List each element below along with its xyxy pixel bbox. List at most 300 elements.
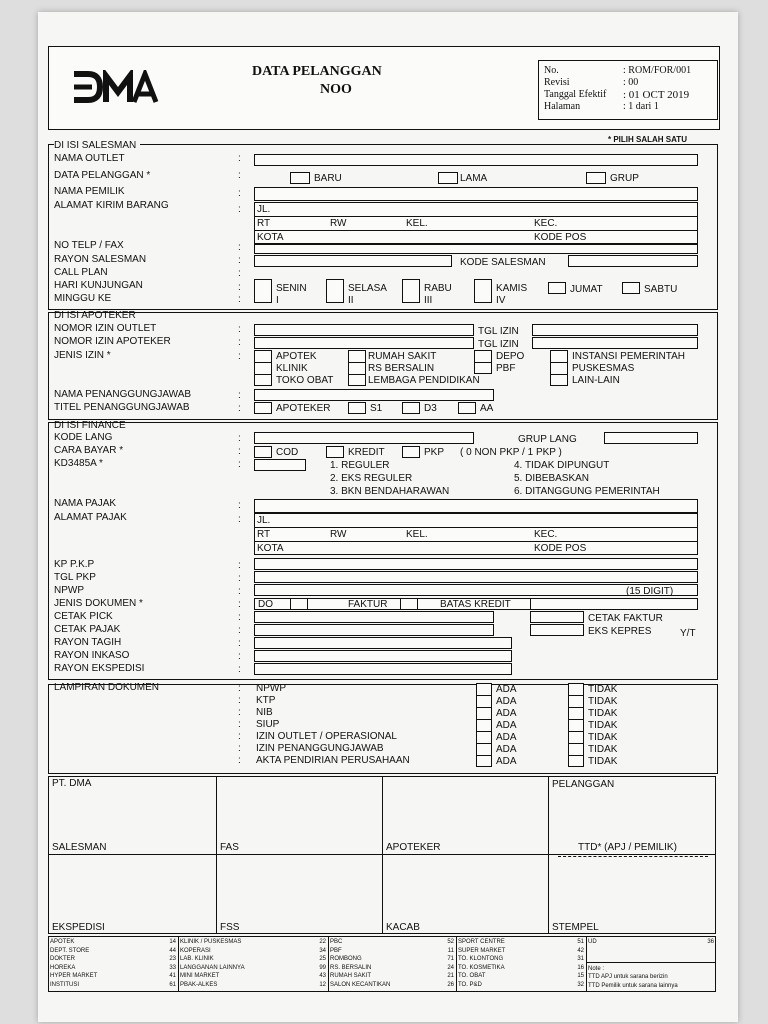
code-value: 51 <box>577 939 584 945</box>
code-label: TO. KLONTONG <box>458 956 504 962</box>
code-value: 33 <box>169 964 176 971</box>
checkbox-s1[interactable] <box>348 402 366 414</box>
code-row <box>458 938 584 947</box>
checkbox-faktur[interactable] <box>400 598 418 610</box>
izin-apotek: APOTEK <box>276 351 317 362</box>
code-row <box>180 981 326 990</box>
pajak-jl: JL. <box>257 515 271 526</box>
divider <box>568 731 584 732</box>
divider <box>548 776 549 934</box>
code-col-1 <box>50 938 176 989</box>
sign-fas: FAS <box>220 842 239 853</box>
code-row <box>50 964 176 973</box>
doc-izin-outlet: IZIN OUTLET / OPERASIONAL <box>256 731 397 742</box>
dok-faktur: FAKTUR <box>348 599 388 610</box>
alamat-kirim-block[interactable] <box>254 202 698 244</box>
code-value: 71 <box>447 956 454 962</box>
checkbox-rs-col[interactable] <box>348 350 366 386</box>
ada-label: ADA <box>496 756 517 767</box>
rayon-ekspedisi-field[interactable] <box>254 663 512 675</box>
label-rayon-ekspedisi: RAYON EKSPEDISI <box>54 663 145 674</box>
code-label: UD <box>588 939 597 945</box>
dok-batas-kredit: BATAS KREDIT <box>440 599 511 610</box>
divider <box>476 695 492 696</box>
dma-logo <box>70 70 160 104</box>
code-value: 14 <box>169 939 176 945</box>
code-label: SALON KECANTIKAN <box>330 981 391 988</box>
code-label: PBC <box>330 939 343 945</box>
code-note-2: TTD Pemilik untuk sarana lainnya <box>588 982 678 989</box>
colon: : <box>238 638 241 649</box>
code-value: 26 <box>447 981 454 988</box>
label-lama: LAMA <box>460 173 488 184</box>
bayar-cod: COD <box>276 447 299 458</box>
colon: : <box>238 324 241 335</box>
divider <box>568 695 584 696</box>
izin-klinik: KLINIK <box>276 363 308 374</box>
code-row <box>458 964 584 973</box>
addr-kel: KEL. <box>406 218 428 229</box>
label-cetak-pick: CETAK PICK <box>54 611 113 622</box>
label-kp-pkp: KP P.K.P <box>54 559 95 570</box>
label-kode-lang: KODE LANG <box>54 432 113 443</box>
doc-label-tanggal: Tanggal Efektif <box>544 89 607 100</box>
code-value: 23 <box>169 956 176 962</box>
checkbox-sabtu[interactable] <box>622 282 640 294</box>
divider <box>216 776 217 934</box>
npwp-hint: (15 DIGIT) <box>626 586 674 597</box>
titel-s1: S1 <box>370 403 383 414</box>
dok-do: DO <box>258 599 273 610</box>
nomor-izin-outlet-field[interactable] <box>254 324 474 336</box>
code-col-5 <box>588 938 714 990</box>
code-row <box>180 955 326 964</box>
grup-lang-field[interactable] <box>604 432 698 444</box>
cetak-pajak-field[interactable] <box>254 624 494 636</box>
code-label: PBF <box>330 947 342 954</box>
doc-info-box <box>538 60 718 120</box>
label-rayon-salesman: RAYON SALESMAN <box>54 254 147 265</box>
nomor-izin-apoteker-field[interactable] <box>254 337 474 349</box>
checkbox-pkp[interactable] <box>402 446 420 458</box>
izin-toko-obat: TOKO OBAT <box>276 375 334 386</box>
label-nomor-izin-outlet: NOMOR IZIN OUTLET <box>54 323 157 334</box>
divider <box>568 755 584 756</box>
label-data-pelanggan: DATA PELANGGAN * <box>54 170 151 181</box>
sign-apoteker: APOTEKER <box>386 842 441 853</box>
sign-pelanggan: PELANGGAN <box>552 779 615 790</box>
ada-label: ADA <box>496 684 517 695</box>
ada-label: ADA <box>496 744 517 755</box>
label-sabtu: SABTU <box>644 284 678 295</box>
divider <box>476 719 492 720</box>
colon: : <box>238 719 241 730</box>
addr-kode-pos: KODE POS <box>534 232 587 243</box>
code-label: APOTEK <box>50 939 75 945</box>
ada-label: ADA <box>496 696 517 707</box>
code-label: INSTITUSI <box>50 981 80 988</box>
label-rayon-tagih: RAYON TAGIH <box>54 637 122 648</box>
izin-instansi: INSTANSI PEMERINTAH <box>572 351 685 362</box>
tgl-izin-field-2[interactable] <box>532 337 698 349</box>
colon: : <box>238 433 241 444</box>
code-row <box>180 947 326 956</box>
divider <box>178 936 179 992</box>
kode-salesman-field[interactable] <box>568 255 698 267</box>
kd-6: 6. DITANGGUNG PEMERINTAH <box>514 486 660 497</box>
colon: : <box>238 500 241 511</box>
ada-label: ADA <box>496 732 517 743</box>
colon: : <box>238 743 241 754</box>
addr-kota: KOTA <box>257 232 284 243</box>
code-row <box>50 955 176 964</box>
code-label: TO. OBAT <box>458 973 486 979</box>
form-subtitle: NOO <box>320 82 352 97</box>
izin-rs-bersalin: RS BERSALIN <box>368 363 435 374</box>
code-note-title: Note : <box>588 965 605 972</box>
izin-puskesmas: PUSKESMAS <box>572 363 635 374</box>
label-nama-pajak: NAMA PAJAK <box>54 498 117 509</box>
doc-npwp: NPWP <box>256 683 286 694</box>
divider <box>254 216 698 217</box>
divider <box>48 854 716 855</box>
label-call-plan: CALL PLAN <box>54 267 108 278</box>
kode-lang-field[interactable] <box>254 432 474 444</box>
code-value: 24 <box>447 964 454 971</box>
code-value: 25 <box>319 956 326 962</box>
code-label: MINI MARKET <box>180 973 220 979</box>
colon: : <box>238 337 241 348</box>
finance-title: DI ISI FINANCE <box>54 420 126 431</box>
tidak-label: TIDAK <box>588 756 618 767</box>
checkbox-rabu[interactable] <box>402 279 420 303</box>
pajak-rt: RT <box>257 529 271 540</box>
divider <box>456 936 457 992</box>
divider <box>254 527 698 528</box>
label-tgl-izin-1: TGL IZIN <box>478 326 519 337</box>
code-row <box>330 981 454 990</box>
colon: : <box>238 599 241 610</box>
label-alamat-kirim: ALAMAT KIRIM BARANG <box>54 200 169 211</box>
colon: : <box>238 242 241 253</box>
divider <box>348 362 366 363</box>
addr-rw: RW <box>330 218 347 229</box>
colon: : <box>238 170 241 181</box>
code-row <box>180 938 326 947</box>
titel-apoteker: APOTEKER <box>276 403 331 414</box>
code-value: 15 <box>577 973 584 979</box>
label-jenis-izin: JENIS IZIN * <box>54 350 111 361</box>
colon: : <box>238 560 241 571</box>
tidak-label: TIDAK <box>588 684 618 695</box>
colon: : <box>238 446 241 457</box>
nama-pj-field[interactable] <box>254 389 494 401</box>
code-label: LAB. KLINIK <box>180 956 214 962</box>
cetak-pick-field[interactable] <box>254 611 494 623</box>
label-tgl-pkp: TGL PKP <box>54 572 96 583</box>
code-value: 22 <box>319 939 326 945</box>
week-i: I <box>276 295 279 306</box>
doc-value-revisi: : 00 <box>623 77 639 88</box>
divider <box>254 541 698 542</box>
tidak-label: TIDAK <box>588 720 618 731</box>
label-yt: Y/T <box>680 628 696 639</box>
code-value: 12 <box>319 981 326 988</box>
code-label: LANGGANAN LAINNYA <box>180 964 245 971</box>
label-titel-pj: TITEL PENANGGUNGJAWAB <box>54 402 190 413</box>
divider <box>568 719 584 720</box>
colon: : <box>238 573 241 584</box>
doc-value-no: : ROM/FOR/001 <box>623 65 692 76</box>
kd-3: 3. BKN BENDAHARAWAN <box>330 486 450 497</box>
addr-jl: JL. <box>257 204 271 215</box>
code-row <box>330 964 454 973</box>
sign-stempel: STEMPEL <box>552 922 599 933</box>
code-row <box>330 947 454 956</box>
sign-pt-dma: PT. DMA <box>52 778 92 789</box>
ada-label: ADA <box>496 720 517 731</box>
code-row <box>458 955 584 964</box>
tgl-pkp-field[interactable] <box>254 571 698 583</box>
code-value: 99 <box>319 964 326 971</box>
code-col-4 <box>458 938 584 989</box>
colon: : <box>238 683 241 694</box>
divider <box>254 230 698 231</box>
colon: : <box>238 664 241 675</box>
code-row <box>330 972 454 981</box>
label-nama-outlet: NAMA OUTLET <box>54 153 125 164</box>
code-value: 36 <box>707 939 714 945</box>
kd-1: 1. REGULER <box>330 460 390 471</box>
colon: : <box>238 255 241 266</box>
tgl-izin-field-1[interactable] <box>532 324 698 336</box>
divider <box>550 362 568 363</box>
label-baru: BARU <box>314 173 342 184</box>
label-nama-pemilik: NAMA PEMILIK <box>54 186 125 197</box>
sign-kacab: KACAB <box>386 922 420 933</box>
divider <box>568 707 584 708</box>
divider <box>476 755 492 756</box>
checkbox-lama[interactable] <box>438 172 458 184</box>
kd-2: 2. EKS REGULER <box>330 473 413 484</box>
rayon-tagih-field[interactable] <box>254 637 512 649</box>
divider <box>254 362 272 363</box>
izin-depo: DEPO <box>496 351 525 362</box>
colon: : <box>238 625 241 636</box>
week-ii: II <box>348 295 354 306</box>
code-label: KLINIK / PUSKESMAS <box>180 939 242 945</box>
label-tgl-izin-2: TGL IZIN <box>478 339 519 350</box>
checkbox-aa[interactable] <box>458 402 476 414</box>
checkbox-apotek-col[interactable] <box>254 350 272 386</box>
kp-pkp-field[interactable] <box>254 558 698 570</box>
colon: : <box>238 586 241 597</box>
checkbox-instansi-col[interactable] <box>550 350 568 386</box>
sign-ttd: TTD* (APJ / PEMILIK) <box>578 842 677 853</box>
label-telp: NO TELP / FAX <box>54 240 124 251</box>
addr-kec: KEC. <box>534 218 558 229</box>
code-row <box>50 938 176 947</box>
colon: : <box>238 188 241 199</box>
pajak-kode-pos: KODE POS <box>534 543 587 554</box>
colon: : <box>238 731 241 742</box>
divider <box>586 936 587 992</box>
colon: : <box>238 204 241 215</box>
label-nama-pj: NAMA PENANGGUNGJAWAB <box>54 389 192 400</box>
checkbox-do[interactable] <box>290 598 308 610</box>
rayon-salesman-field[interactable] <box>254 255 452 267</box>
code-row <box>50 947 176 956</box>
checkbox-apoteker[interactable] <box>254 402 272 414</box>
code-row <box>50 972 176 981</box>
code-value: 16 <box>577 964 584 971</box>
checkbox-jumat[interactable] <box>548 282 566 294</box>
kd3485a-field[interactable] <box>254 459 306 471</box>
ada-label: ADA <box>496 708 517 719</box>
colon: : <box>238 268 241 279</box>
rayon-inkaso-field[interactable] <box>254 650 512 662</box>
doc-nib: NIB <box>256 707 273 718</box>
week-iv: IV <box>496 295 506 306</box>
label-kd3485a: KD3485A * <box>54 458 103 469</box>
batas-kredit-field[interactable] <box>530 598 698 610</box>
label-rayon-inkaso: RAYON INKASO <box>54 650 130 661</box>
colon: : <box>238 282 241 293</box>
colon: : <box>238 695 241 706</box>
alamat-pajak-block[interactable] <box>254 513 698 555</box>
code-row <box>330 938 454 947</box>
label-kode-salesman: KODE SALESMAN <box>460 257 546 268</box>
label-jumat: JUMAT <box>570 284 603 295</box>
code-note-1: TTD APJ untuk sarana berizin <box>588 974 668 980</box>
code-col-2 <box>180 938 326 989</box>
code-value: 21 <box>447 973 454 979</box>
doc-label-no: No. <box>544 65 559 76</box>
code-value: 11 <box>447 947 454 954</box>
colon: : <box>238 403 241 414</box>
lampiran-title: LAMPIRAN DOKUMEN <box>54 682 160 693</box>
label-selasa: SELASA <box>348 283 387 294</box>
label-eks-kepres: EKS KEPRES <box>588 626 652 637</box>
pajak-kota: KOTA <box>257 543 284 554</box>
code-value: 41 <box>169 973 176 979</box>
code-row <box>180 972 326 981</box>
code-value: 52 <box>447 939 454 945</box>
label-npwp: NPWP <box>54 585 84 596</box>
pajak-kel: KEL. <box>406 529 428 540</box>
doc-value-halaman: : 1 dari 1 <box>623 101 659 112</box>
code-value: 34 <box>319 947 326 954</box>
doc-izin-pj: IZIN PENANGGUNGJAWAB <box>256 743 384 754</box>
colon: : <box>238 514 241 525</box>
bayar-kredit: KREDIT <box>348 447 385 458</box>
code-label: TO. P&D <box>458 981 482 988</box>
checkbox-baru[interactable] <box>290 172 310 184</box>
checkbox-senin[interactable] <box>254 279 272 303</box>
code-value: 42 <box>577 947 584 954</box>
code-label: DOKTER <box>50 956 76 962</box>
code-row <box>458 972 584 981</box>
form-page <box>38 12 738 1022</box>
sign-salesman: SALESMAN <box>52 842 107 853</box>
label-cara-bayar: CARA BAYAR * <box>54 445 124 456</box>
divider <box>568 743 584 744</box>
colon: : <box>238 651 241 662</box>
colon: : <box>238 707 241 718</box>
checkbox-cod[interactable] <box>254 446 272 458</box>
code-value: 43 <box>319 973 326 979</box>
checkbox-grup[interactable] <box>586 172 606 184</box>
code-row <box>50 981 176 990</box>
code-label: TO. KOSMETIKA <box>458 964 505 971</box>
label-cetak-pajak: CETAK PAJAK <box>54 624 121 635</box>
nama-pemilik-field[interactable] <box>254 187 698 201</box>
addr-rt: RT <box>257 218 271 229</box>
colon: : <box>238 294 241 305</box>
nama-outlet-field[interactable] <box>254 154 698 166</box>
checkbox-kamis[interactable] <box>474 279 492 303</box>
nama-pajak-field[interactable] <box>254 499 698 513</box>
code-label: SUPER MARKET <box>458 947 506 954</box>
sign-fss: FSS <box>220 922 240 933</box>
colon: : <box>238 153 241 164</box>
code-label: SPORT CENTRE <box>458 939 505 945</box>
code-col-3 <box>330 938 454 989</box>
code-label: RS. BERSALIN <box>330 964 372 971</box>
titel-aa: AA <box>480 403 494 414</box>
label-kamis: KAMIS <box>496 283 528 294</box>
label-grup: GRUP <box>610 173 639 184</box>
code-row <box>458 981 584 990</box>
sign-ekspedisi: EKSPEDISI <box>52 922 105 933</box>
doc-label-revisi: Revisi <box>544 77 570 88</box>
pajak-rw: RW <box>330 529 347 540</box>
pilih-note: * PILIH SALAH SATU <box>608 135 687 144</box>
code-value: 61 <box>169 981 176 988</box>
salesman-title: DI ISI SALESMAN <box>54 140 140 152</box>
apoteker-title: DI ISI APOTEKER <box>54 310 136 321</box>
code-label: PBAK-ALKES <box>180 981 218 988</box>
colon: : <box>238 351 241 362</box>
checkbox-kredit[interactable] <box>326 446 344 458</box>
label-alamat-pajak: ALAMAT PAJAK <box>54 512 127 523</box>
label-hari-kunjungan: HARI KUNJUNGAN <box>54 280 143 291</box>
izin-pbf: PBF <box>496 363 516 374</box>
label-jenis-dokumen: JENIS DOKUMEN * <box>54 598 143 609</box>
divider <box>550 374 568 375</box>
eks-kepres-box[interactable] <box>530 624 584 636</box>
tidak-label: TIDAK <box>588 708 618 719</box>
izin-rumah-sakit: RUMAH SAKIT <box>368 351 437 362</box>
form-title: DATA PELANGGAN <box>252 64 382 79</box>
izin-lain-lain: LAIN-LAIN <box>572 375 620 386</box>
tidak-label: TIDAK <box>588 744 618 755</box>
titel-d3: D3 <box>424 403 437 414</box>
code-label: RUMAH SAKIT <box>330 973 372 979</box>
label-grup-lang: GRUP LANG <box>518 434 577 445</box>
telp-field[interactable] <box>254 244 698 254</box>
divider <box>328 936 329 992</box>
checkbox-selasa[interactable] <box>326 279 344 303</box>
signature-dashed-line <box>558 856 708 857</box>
code-row-ud <box>588 938 714 947</box>
tidak-label: TIDAK <box>588 696 618 707</box>
code-value: 32 <box>577 981 584 988</box>
colon: : <box>238 612 241 623</box>
checkbox-d3[interactable] <box>402 402 420 414</box>
code-label: HYPER MARKET <box>50 973 98 979</box>
cetak-faktur-box[interactable] <box>530 611 584 623</box>
